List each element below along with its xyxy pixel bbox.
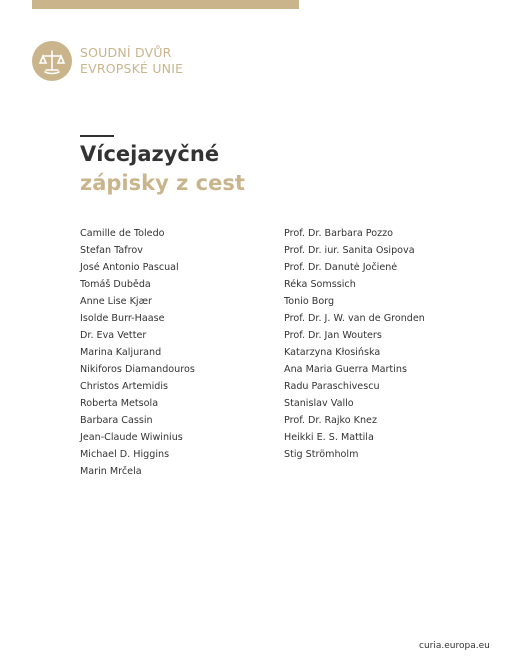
court-name-line1: SOUDNÍ DVŮR xyxy=(80,45,172,60)
author-name: Anne Lise Kjær xyxy=(80,296,152,307)
author-name: Réka Somssich xyxy=(284,279,356,290)
author-name: Stefan Tafrov xyxy=(80,245,143,256)
author-name: Marin Mrčela xyxy=(80,466,142,477)
author-name: Prof. Dr. Jan Wouters xyxy=(284,330,382,341)
author-name: Dr. Eva Vetter xyxy=(80,330,147,341)
author-name: Prof. Dr. J. W. van de Gronden xyxy=(284,313,425,324)
title-line2: zápisky z cest xyxy=(80,171,245,195)
author-name: Prof. Dr. Barbara Pozzo xyxy=(284,228,394,239)
author-name: Stanislav Vallo xyxy=(284,398,354,409)
author-name: Stig Strömholm xyxy=(284,449,359,460)
author-name: Nikiforos Diamandouros xyxy=(80,364,195,375)
author-name: Katarzyna Kłosińska xyxy=(284,347,381,358)
top-gold-band xyxy=(32,0,299,9)
author-name: Isolde Burr-Haase xyxy=(80,313,165,324)
authors-list-left xyxy=(80,225,195,480)
title-rule xyxy=(80,135,114,137)
author-name: Christos Artemidis xyxy=(80,381,169,392)
author-name: Camille de Toledo xyxy=(80,228,165,239)
title-line1: Vícejazyčné xyxy=(80,142,220,166)
author-name: Barbara Cassin xyxy=(80,415,153,426)
emblem-graphic xyxy=(37,46,67,76)
court-logo xyxy=(32,40,183,82)
author-name: Radu Paraschivescu xyxy=(284,381,380,392)
author-name: Jean-Claude Wiwinius xyxy=(80,432,183,443)
author-name: Prof. Dr. Danutė Jočienė xyxy=(284,262,398,273)
authors-list-right xyxy=(284,225,425,463)
court-name xyxy=(80,45,183,77)
author-name: José Antonio Pascual xyxy=(80,262,179,273)
author-name: Marina Kaljurand xyxy=(80,347,162,358)
footer-url: curia.europa.eu xyxy=(419,641,490,651)
author-name: Heikki E. S. Mattila xyxy=(284,432,374,443)
author-name: Ana Maria Guerra Martins xyxy=(284,364,407,375)
page-title xyxy=(80,141,245,196)
author-name: Michael D. Higgins xyxy=(80,449,170,460)
author-name: Tonio Borg xyxy=(284,296,335,307)
court-name-line2: EVROPSKÉ UNIE xyxy=(80,61,184,76)
court-emblem-icon xyxy=(32,41,72,81)
author-name: Tomáš Duběda xyxy=(80,279,151,290)
author-name: Prof. Dr. Rajko Knez xyxy=(284,415,377,426)
author-name: Roberta Metsola xyxy=(80,398,159,409)
author-name: Prof. Dr. iur. Sanita Osipova xyxy=(284,245,415,256)
